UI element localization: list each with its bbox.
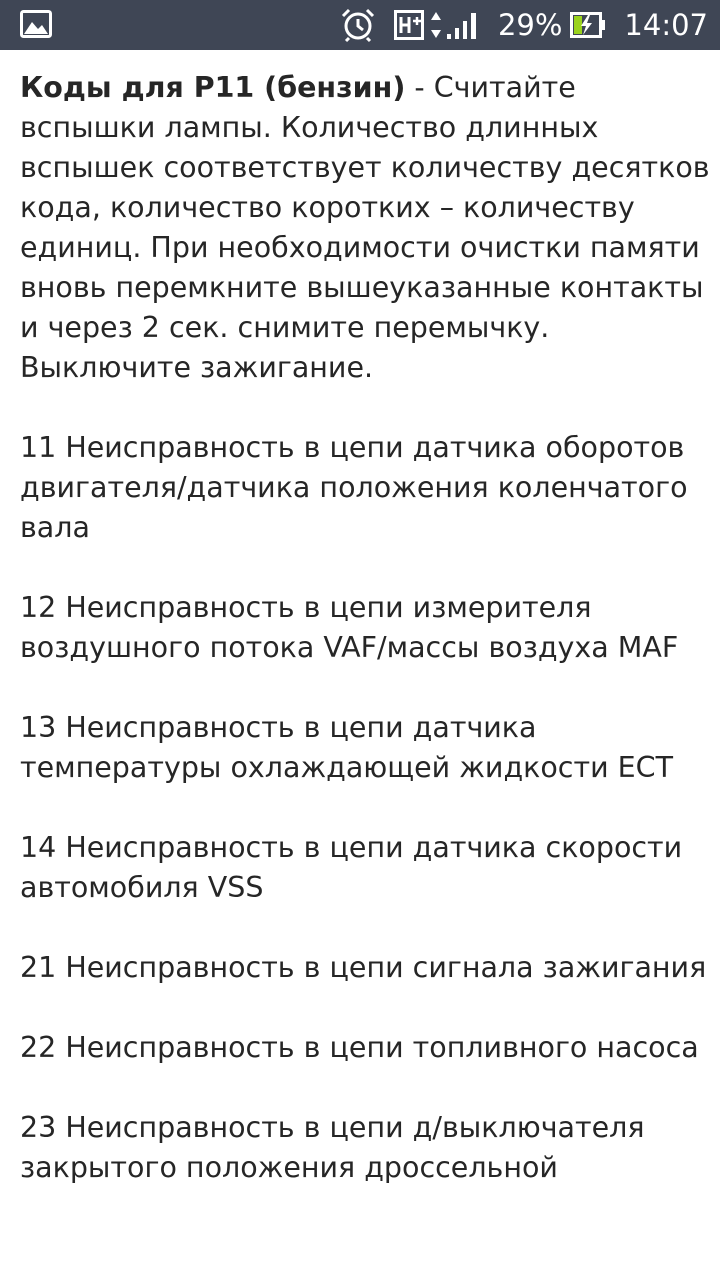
status-bar — [0, 0, 720, 50]
image-notification-icon — [20, 10, 52, 38]
code-item: 21 Неисправность в цепи сигнала зажигания — [20, 951, 707, 984]
status-icons — [340, 0, 708, 50]
intro-text: - Считайте вспышки лампы. Количество длинных вспышек соответствует количеству десятков кода, количество коротких – количеству единиц. При необходимости очистки памяти вновь перемкните вышеуказанные контакты и через 2 сек. снимите перемычку. Выключите зажигание. — [20, 71, 710, 384]
signal-strength-icon — [446, 10, 478, 40]
code-item: 11 Неисправность в цепи датчика оборотов двигателя/датчика положения коленчатого вала — [20, 431, 688, 544]
article-content — [20, 68, 710, 1280]
data-activity-icon — [430, 10, 442, 40]
code-item: 12 Неисправность в цепи измерителя воздушного потока VAF/массы воздуха MAF — [20, 591, 679, 664]
code-item: 13 Неисправность в цепи датчика температуры охлаждающей жидкости ECT — [20, 711, 673, 784]
code-item: 22 Неисправность в цепи топливного насоса — [20, 1031, 699, 1064]
intro-title: Коды для Р11 (бензин) — [20, 71, 406, 104]
alarm-clock-icon — [340, 7, 376, 43]
intro-paragraph — [20, 68, 710, 388]
code-item: 23 Неисправность в цепи д/выключателя закрытого положения дроссельной — [20, 1111, 645, 1184]
network-hplus-icon — [394, 10, 424, 40]
battery-charging-icon — [570, 10, 606, 40]
battery-percent: 29% — [497, 8, 563, 42]
clock-time: 14:07 — [624, 8, 708, 42]
code-item: 14 Неисправность в цепи датчика скорости автомобиля VSS — [20, 831, 683, 904]
